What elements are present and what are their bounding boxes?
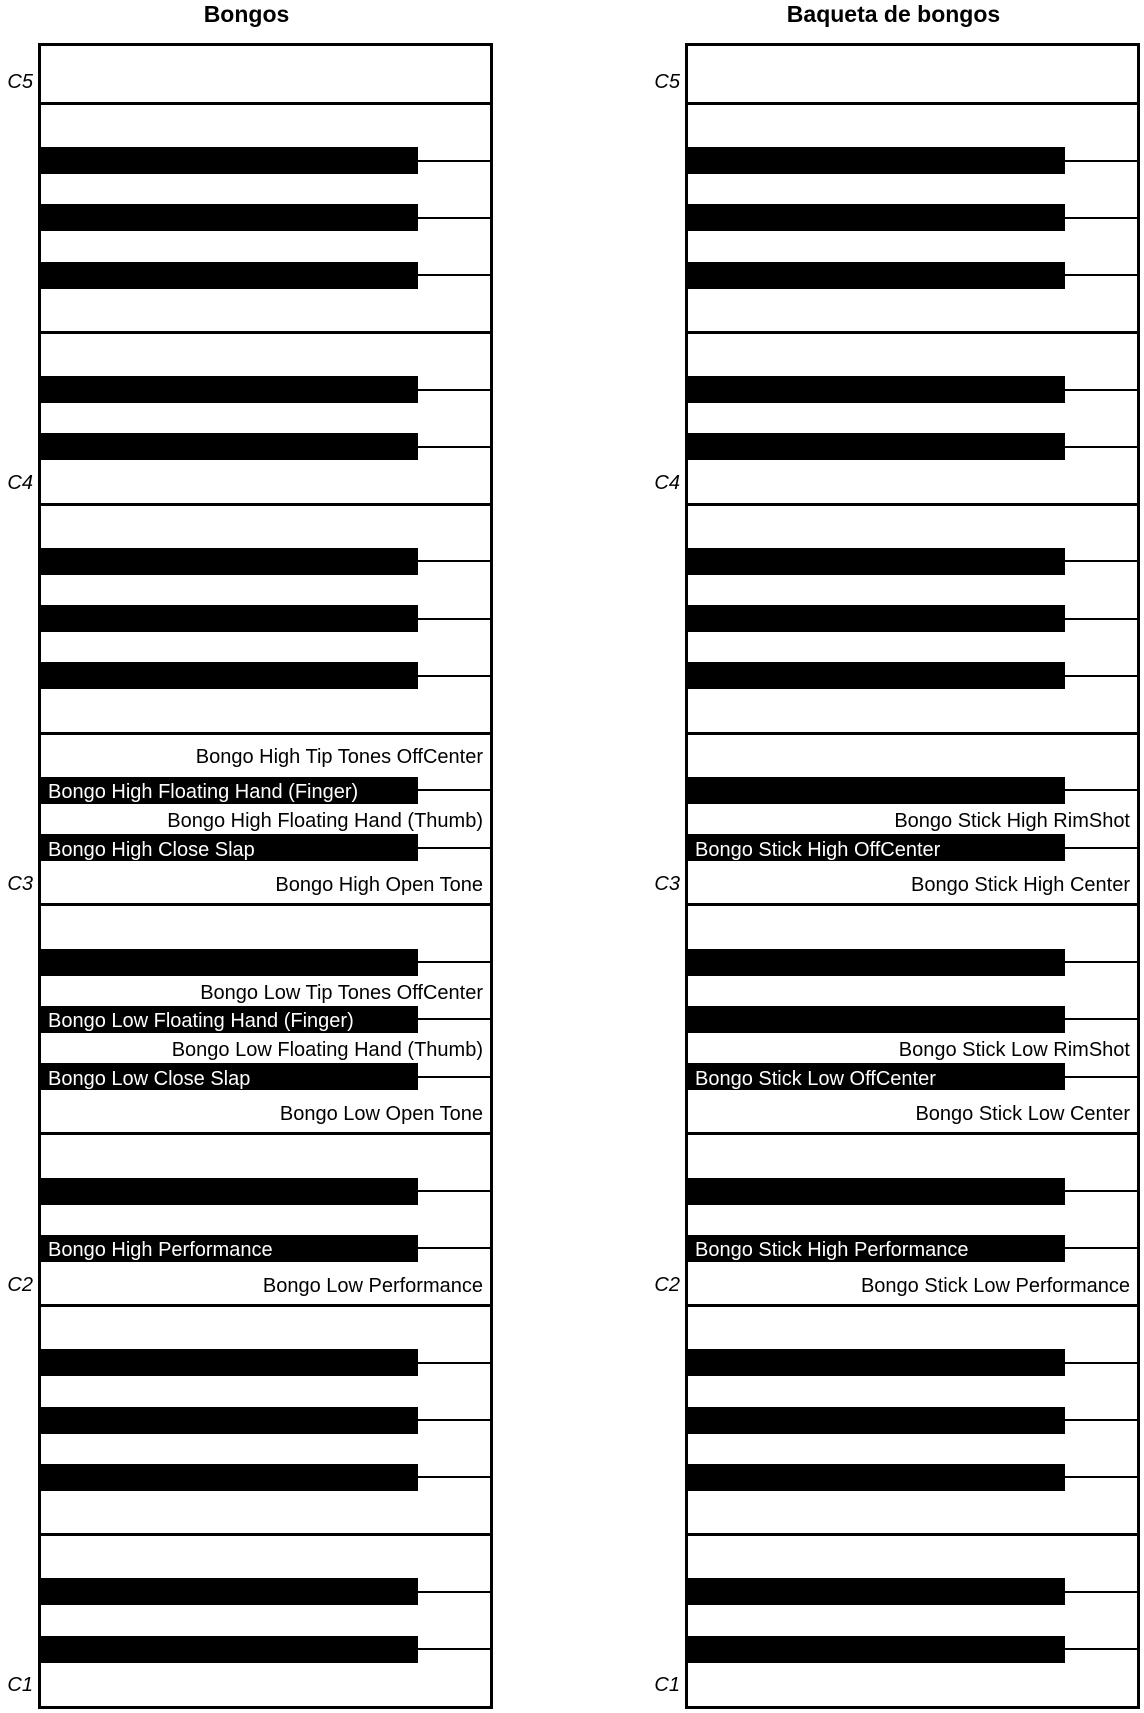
white-key-separator [41,331,490,334]
key-f2-label: Bongo Stick Low Center [915,1102,1130,1125]
keyboard-title-baqueta-de-bongos: Baqueta de bongos [786,1,1001,27]
white-key-separator-partial [1065,1076,1137,1078]
white-key-separator-partial [418,1648,490,1650]
key-cs4 [41,433,418,460]
key-fs1 [41,1464,418,1491]
key-fs2-label: Bongo Stick Low OffCenter [695,1067,936,1090]
key-d3-label: Bongo High Floating Hand (Thumb) [167,809,483,832]
white-key-separator-partial [1065,618,1137,620]
key-gs2-label: Bongo Low Floating Hand (Finger) [48,1010,354,1033]
white-key-separator [688,102,1137,105]
white-key-separator [688,1132,1137,1135]
white-key-separator-partial [418,847,490,849]
white-key-separator-partial [418,1076,490,1078]
key-cs3-label: Bongo Stick High OffCenter [695,838,941,861]
key-as2 [688,949,1065,976]
white-key-separator-partial [1065,1247,1137,1249]
white-key-separator-partial [418,217,490,219]
key-d3-label: Bongo Stick High RimShot [894,809,1130,832]
white-key-separator [688,331,1137,334]
key-gs4 [41,204,418,231]
white-key-separator-partial [418,560,490,562]
white-key-separator [41,102,490,105]
piano-keyboard-bongos [38,43,493,1709]
white-key-separator-partial [1065,847,1137,849]
key-cs1 [41,1636,418,1663]
key-gs1 [41,1407,418,1434]
key-cs4 [688,433,1065,460]
key-ds4 [41,376,418,403]
key-fs4 [688,262,1065,289]
octave-label-c4: C4 [7,472,33,494]
key-cs2-label: Bongo Stick High Performance [695,1239,969,1262]
white-key-separator-partial [1065,1419,1137,1421]
key-as4 [41,147,418,174]
white-key-separator-partial [1065,217,1137,219]
white-key-separator-partial [1065,274,1137,276]
white-key-separator-partial [418,446,490,448]
white-key-separator-partial [1065,1648,1137,1650]
white-key-separator-partial [1065,675,1137,677]
octave-label-c5: C5 [7,71,33,94]
key-as1 [688,1349,1065,1376]
key-g2-label: Bongo Low Floating Hand (Thumb) [171,1038,483,1061]
white-key-separator-partial [1065,789,1137,791]
key-fs2-label: Bongo Low Close Slap [48,1067,251,1090]
white-key-separator-partial [418,789,490,791]
white-key-separator-partial [1065,1190,1137,1192]
white-key-separator-partial [1065,160,1137,162]
key-ds1 [41,1578,418,1605]
white-key-separator-partial [418,1018,490,1020]
key-ds1 [688,1578,1065,1605]
key-cs1 [688,1636,1065,1663]
octave-label-c4: C4 [654,472,680,494]
octave-label-c3: C3 [7,872,33,895]
key-gs4 [688,204,1065,231]
white-key-separator-partial [1065,389,1137,391]
key-ds3 [688,777,1065,804]
white-key-separator-partial [418,1476,490,1478]
octave-label-c5: C5 [654,71,680,94]
key-gs3 [688,605,1065,632]
key-fs1 [688,1464,1065,1491]
white-key-separator-partial [418,1190,490,1192]
key-as3 [41,548,418,575]
key-fs3 [688,662,1065,689]
key-g2-label: Bongo Stick Low RimShot [898,1038,1130,1061]
white-key-separator [688,1304,1137,1307]
key-c3-label: Bongo High Open Tone [275,873,483,896]
key-ds2 [688,1178,1065,1205]
white-key-separator-partial [1065,1476,1137,1478]
white-key-separator-partial [418,1247,490,1249]
white-key-separator-partial [418,675,490,677]
white-key-separator [41,1533,490,1536]
white-key-separator [41,1132,490,1135]
key-as4 [688,147,1065,174]
octave-label-c2: C2 [7,1273,33,1296]
key-a2-label: Bongo Low Tip Tones OffCenter [200,981,483,1004]
white-key-separator [688,1533,1137,1536]
white-key-separator-partial [1065,1362,1137,1364]
white-key-separator-partial [418,1591,490,1593]
white-key-separator-partial [1065,560,1137,562]
key-as3 [688,548,1065,575]
white-key-separator-partial [418,389,490,391]
key-ds4 [688,376,1065,403]
key-fs4 [41,262,418,289]
white-key-separator-partial [418,618,490,620]
white-key-separator [688,503,1137,506]
key-f2-label: Bongo Low Open Tone [279,1102,483,1125]
key-gs3 [41,605,418,632]
key-ds3-label: Bongo High Floating Hand (Finger) [48,781,359,804]
key-c3-label: Bongo Stick High Center [910,873,1130,896]
key-ds2 [41,1178,418,1205]
octave-label-c1: C1 [654,1674,680,1697]
white-key-separator-partial [1065,1018,1137,1020]
key-cs3-label: Bongo High Close Slap [48,838,255,861]
key-e3-label: Bongo High Tip Tones OffCenter [195,745,483,768]
white-key-separator [41,732,490,735]
keyboard-column-bongos [0,0,493,1713]
octave-label-c1: C1 [7,1674,33,1697]
white-key-separator [41,1304,490,1307]
white-key-separator [41,503,490,506]
octave-label-c3: C3 [654,872,680,895]
key-cs2-label: Bongo High Performance [48,1239,273,1262]
white-key-separator [688,732,1137,735]
key-as1 [41,1349,418,1376]
octave-label-c2: C2 [654,1273,680,1296]
white-key-separator-partial [418,160,490,162]
key-as2 [41,949,418,976]
key-gs2 [688,1006,1065,1033]
keyboard-title-bongos: Bongos [203,1,290,27]
piano-keyboard-baqueta-de-bongos [685,43,1140,1709]
keyboard-column-baqueta-de-bongos [647,0,1140,1713]
white-key-separator-partial [418,1419,490,1421]
key-gs1 [688,1407,1065,1434]
white-key-separator-partial [418,961,490,963]
key-c2-label: Bongo Stick Low Performance [860,1274,1130,1297]
white-key-separator-partial [1065,446,1137,448]
white-key-separator-partial [1065,1591,1137,1593]
white-key-separator [41,903,490,906]
key-c2-label: Bongo Low Performance [262,1274,483,1297]
white-key-separator-partial [418,274,490,276]
white-key-separator [688,903,1137,906]
white-key-separator-partial [1065,961,1137,963]
key-fs3 [41,662,418,689]
white-key-separator-partial [418,1362,490,1364]
